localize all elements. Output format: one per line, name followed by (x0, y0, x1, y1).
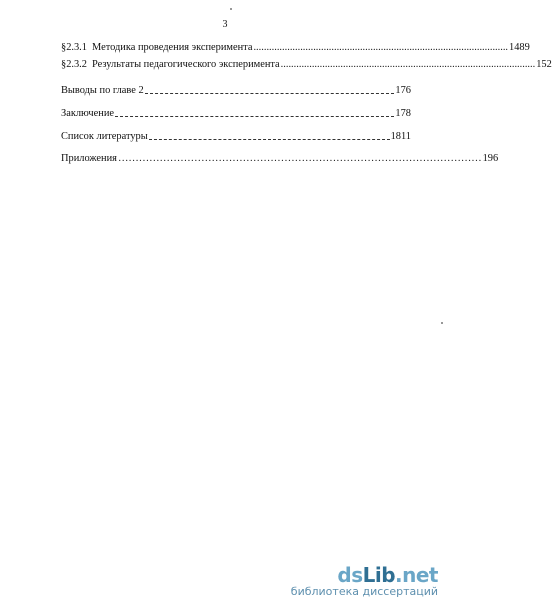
toc-entry[interactable] (61, 151, 499, 165)
toc-dot-leader: .................................................................................................. (253, 42, 509, 53)
scan-speck (230, 8, 232, 10)
toc-entry-title: Заключение (61, 108, 114, 119)
toc-entry-title: Результаты педагогического эксперимента (92, 59, 280, 70)
toc-dot-leader: …………………………………………………………………………………………… (117, 153, 482, 164)
toc-entry-page: 178 (395, 108, 411, 119)
toc-entry[interactable] (61, 57, 552, 71)
toc-entry-page: 152 (536, 59, 552, 70)
logo-tagline: библиотека диссертаций (290, 585, 438, 598)
toc-entry-page: 1811 (390, 131, 411, 142)
toc-entry-number: §2.3.1 (61, 42, 87, 53)
toc-entry-page: 1489 (509, 42, 530, 53)
scan-speck (441, 322, 443, 324)
logo-tld: .net (395, 563, 438, 587)
toc-entry-title: Список литературы (61, 131, 148, 142)
dslib-logo (337, 563, 438, 587)
toc-entry-title: Методика проведения эксперимента (92, 42, 253, 53)
toc-dash-leader (149, 138, 390, 140)
toc-entry[interactable] (61, 129, 411, 143)
logo-lib: Lib (362, 563, 396, 587)
toc-entry[interactable] (61, 106, 411, 120)
toc-dash-leader (115, 115, 394, 117)
logo-ds: ds (337, 563, 363, 587)
toc-dot-leader: .................................................................................................. (280, 59, 536, 70)
toc-entry-page: 196 (482, 153, 499, 164)
toc-entry-title: Выводы по главе 2 (61, 85, 144, 96)
toc-entry[interactable] (61, 83, 411, 97)
toc-entry-title: Приложения (61, 153, 117, 164)
toc-entry-page: 176 (395, 85, 411, 96)
toc-entry-number: §2.3.2 (61, 59, 87, 70)
page-number: 3 (222, 19, 228, 30)
toc-dash-leader (145, 92, 395, 94)
dslib-watermark (291, 563, 438, 598)
toc-entry[interactable] (61, 40, 530, 54)
